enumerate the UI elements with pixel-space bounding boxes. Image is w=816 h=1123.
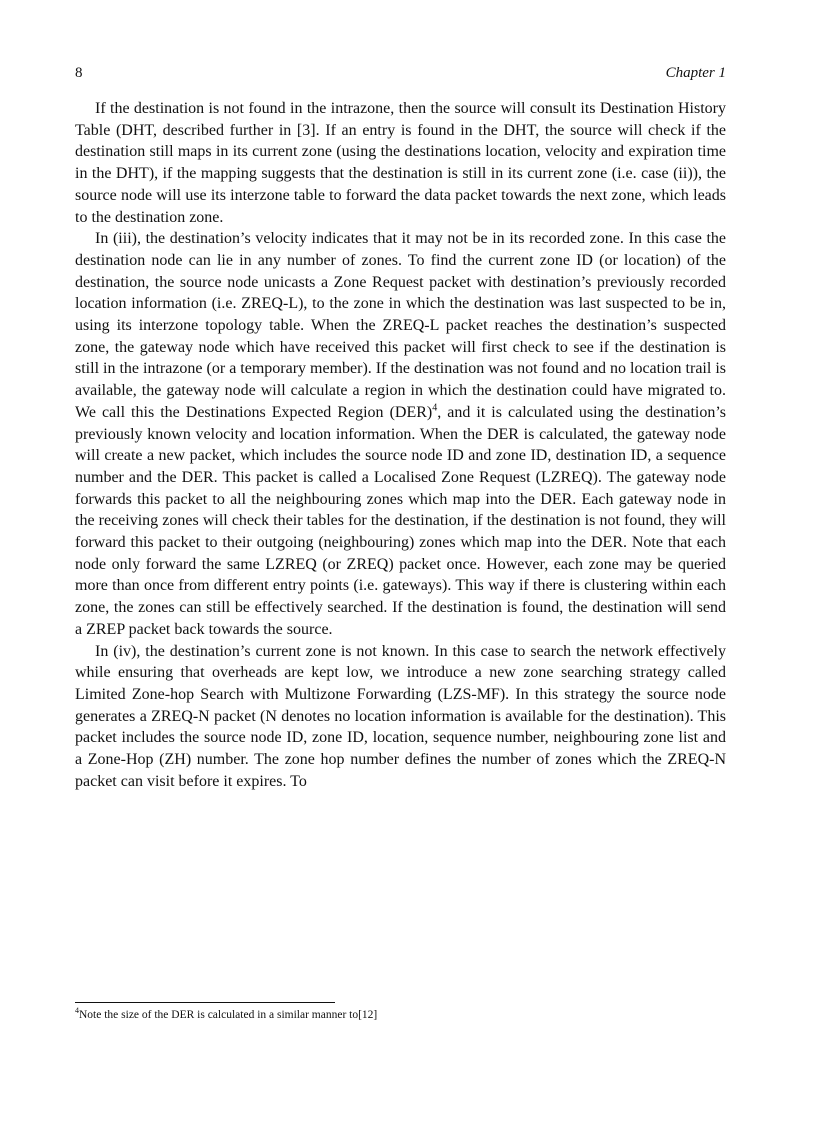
footnote-divider — [75, 1002, 335, 1003]
footnote-marker: 4 — [75, 1006, 79, 1016]
paragraph-case-iii — [75, 228, 726, 640]
running-header — [75, 62, 726, 84]
body-text — [75, 98, 726, 793]
footnote-reference: 4 — [432, 402, 438, 414]
footnote-text: Note the size of the DER is calculated in a similar manner to[12] — [79, 1009, 378, 1021]
paragraph-case-iv: In (iv), the destination’s current zone is not known. In this case to search the network effectively while ensuring that overheads are kept low, we introduce a new zone searching strategy called Limited Zone-hop Search with Multizone Forwarding (LZS-MF). In this strategy the source node generates a ZREQ-N packet (N denotes no location information is available for the destination). This packet includes the source node ID, zone ID, location, sequence number, neighbouring zone list and a Zone-Hop (ZH) number. The zone hop number defines the number of zones which the ZREQ-N packet can visit before it expires. To — [75, 642, 726, 790]
page — [75, 0, 726, 1123]
paragraph-destination-history: If the destination is not found in the intrazone, then the source will consult its Destination History Table (DHT, described further in [3]. If an entry is found in the DHT, the source will check if the destination still maps in its current zone (using the destinations location, velocity and expiration time in the DHT), if the mapping suggests that the destination is still in its current zone (i.e. case (ii)), the source node will use its interzone table to forward the data packet towards the next zone, which leads to the destination zone. — [75, 100, 726, 226]
paragraph-case-iii-text-a: In (iii), the destination’s velocity indicates that it may not be in its recorded zone. In this case the destination node can lie in any number of zones. To find the current zone ID (or location) of the destination, the source node unicasts a Zone Request packet with destination’s previously recorded location information (i.e. ZREQ-L), to the zone in which the destination was last suspected to be in, using its interzone topology table. When the ZREQ-L packet reaches the destination’s suspected zone, the gateway node which have received this packet will first check to see if the destination is still in the intrazone (or a temporary member). If the destination was not found and no location trail is available, the gateway node will calculate a region in which the destination could have migrated to. We call this the Destinations Expected Region (DER) — [75, 230, 726, 421]
chapter-label: Chapter 1 — [665, 65, 726, 81]
paragraph-case-iii-text-b: , and it is calculated using the destination’s previously known velocity and location information. When the DER is calculated, the gateway node will create a new packet, which includes the source node ID and zone ID, destination ID, a sequence number and the DER. This packet is called a Localised Zone Request (LZREQ). The gateway node forwards this packet to all the neighbouring zones which map into the DER. Each gateway node in the receiving zones will check their tables for the destination, if the destination is not found, they will forward this packet to their outgoing (neighbouring) zones which map into the DER. Note that each node only forward the same LZREQ (or ZREQ) packet once. However, each zone may be queried more than once from different entry points (i.e. gateways). This way if there is clustering within each zone, the zones can still be effectively searched. If the destination is found, the destination will send a ZREP packet back towards the source. — [75, 403, 727, 638]
page-number: 8 — [75, 65, 83, 81]
footnote — [75, 1007, 726, 1023]
